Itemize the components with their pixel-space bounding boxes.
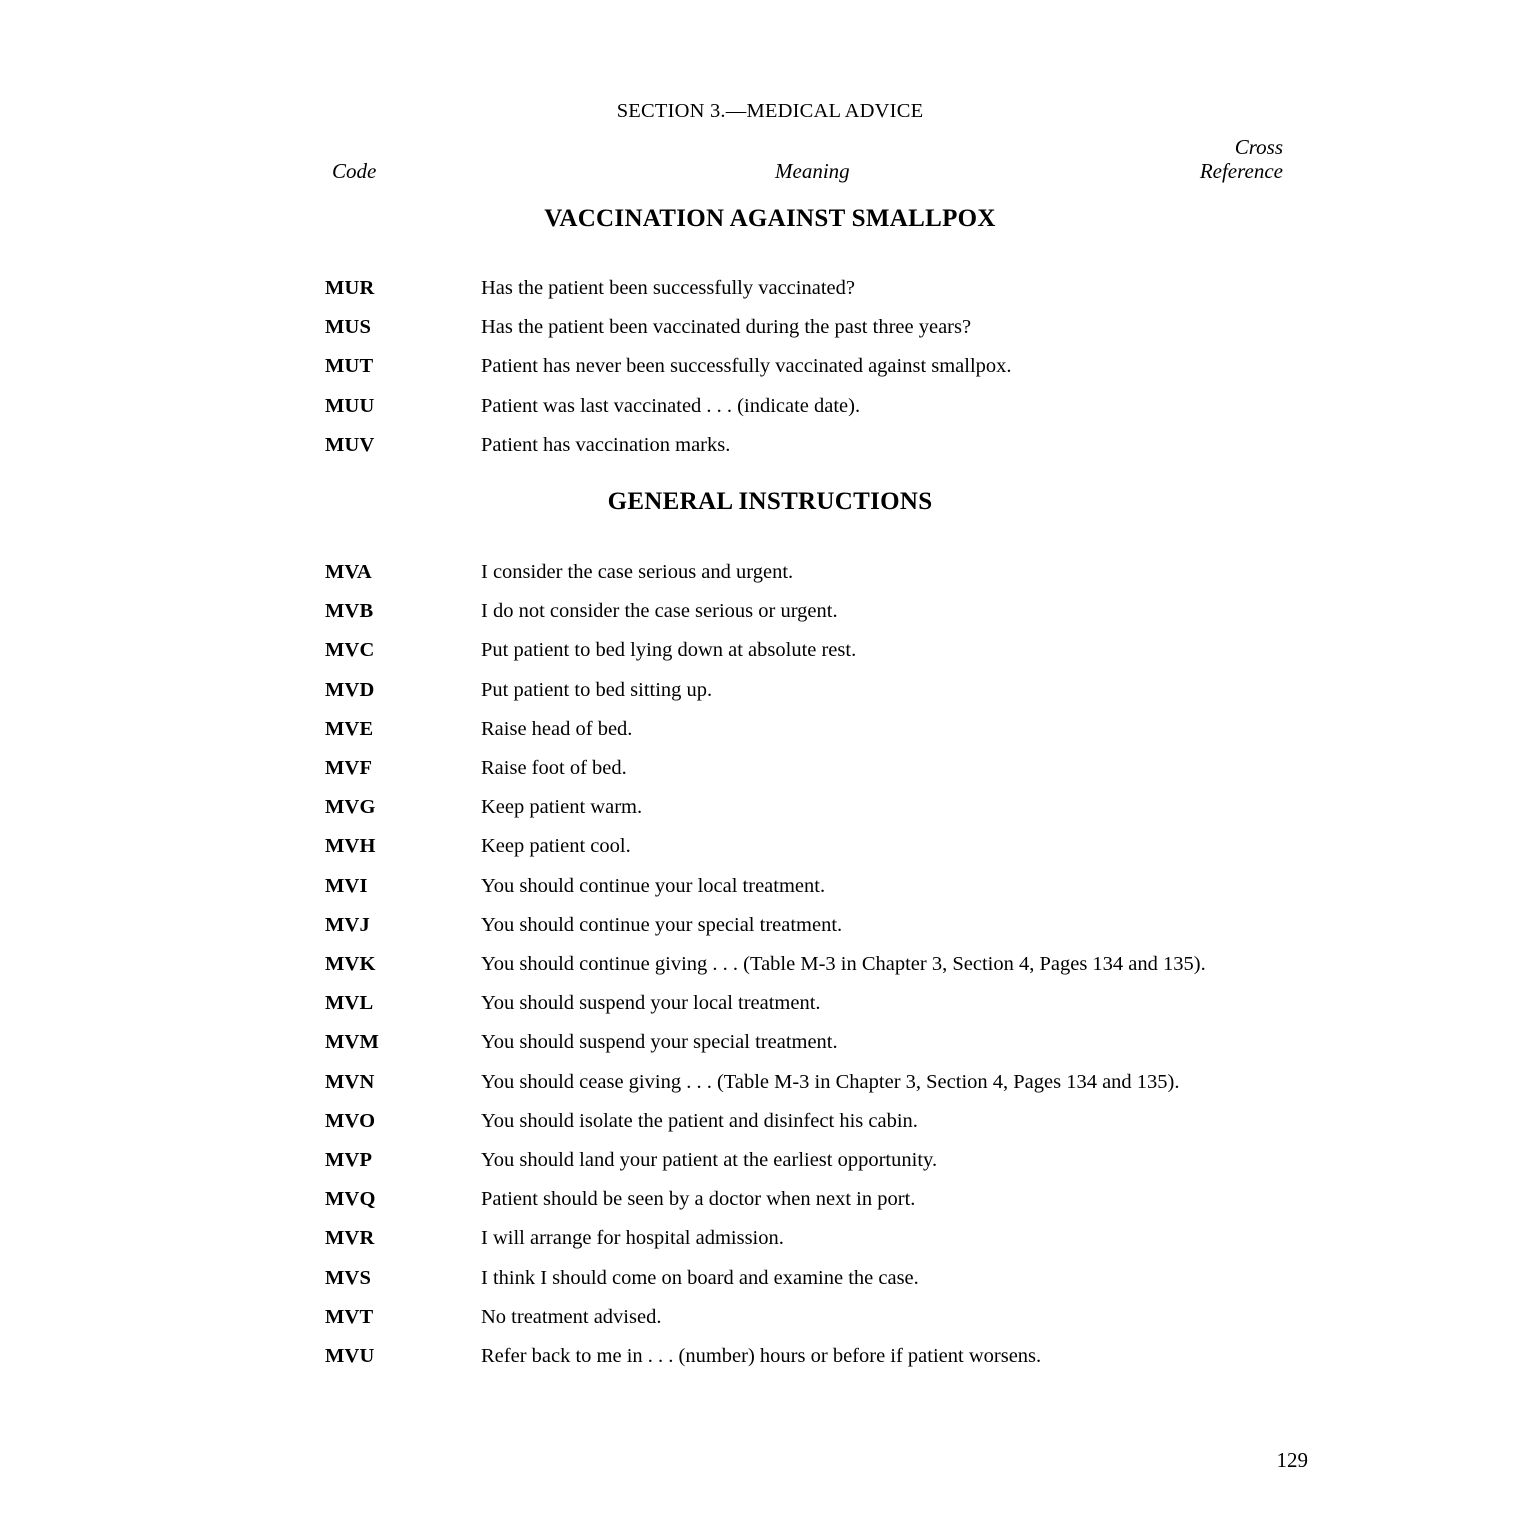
meaning-cell: You should continue your special treatment. <box>481 913 843 936</box>
code-row <box>325 1345 1480 1371</box>
meaning-cell: Keep patient warm. <box>481 796 643 819</box>
meaning-cell: Refer back to me in . . . (number) hours or before if patient worsens. <box>481 1345 1042 1367</box>
code-row <box>325 355 1480 381</box>
code-row <box>325 875 1480 901</box>
code-cell: MVP <box>325 1149 373 1171</box>
code-cell: MVE <box>325 717 374 740</box>
group-title: GENERAL INSTRUCTIONS <box>607 488 933 515</box>
code-cell: MVK <box>325 953 376 975</box>
code-cell: MVB <box>325 600 374 623</box>
code-row <box>325 718 1480 744</box>
code-cell: MUS <box>325 316 372 339</box>
code-row <box>325 679 1480 705</box>
code-cell: MUT <box>325 355 374 378</box>
code-row <box>325 277 1480 303</box>
meaning-cell: You should continue your local treatment. <box>481 874 826 897</box>
code-cell: MUU <box>325 394 375 417</box>
meaning-cell: Raise head of bed. <box>481 717 633 740</box>
code-cell: MVL <box>325 992 374 1015</box>
code-row <box>325 1227 1480 1253</box>
meaning-cell: I consider the case serious and urgent. <box>481 561 794 583</box>
code-cell: MVI <box>325 874 368 897</box>
code-row <box>325 953 1480 979</box>
code-cell: MVF <box>325 757 373 779</box>
code-row <box>325 1267 1480 1293</box>
code-cell: MVD <box>325 678 375 701</box>
meaning-cell: Put patient to bed sitting up. <box>481 678 713 701</box>
page-number: 129 <box>1276 1448 1308 1472</box>
meaning-cell: You should suspend your special treatment. <box>481 1031 838 1054</box>
code-row <box>325 561 1480 587</box>
code-row <box>325 434 1480 460</box>
running-head: SECTION 3.—MEDICAL ADVICE <box>616 100 924 122</box>
meaning-cell: Patient has vaccination marks. <box>481 433 731 456</box>
code-row <box>325 1031 1480 1057</box>
meaning-cell: Patient should be seen by a doctor when next in port. <box>481 1188 916 1211</box>
code-row <box>325 395 1480 421</box>
code-cell: MVN <box>325 1070 375 1093</box>
column-header-cross-reference <box>1150 135 1283 183</box>
code-cell: MVH <box>325 835 376 858</box>
code-row <box>325 639 1480 665</box>
code-row <box>325 1071 1480 1097</box>
column-header-cross-reference-line2: Reference <box>1199 159 1283 183</box>
code-cell: MVO <box>325 1109 376 1132</box>
code-row <box>325 914 1480 940</box>
code-cell: MVG <box>325 796 376 819</box>
meaning-cell: I think I should come on board and examine the case. <box>481 1266 919 1289</box>
meaning-cell: Has the patient been successfully vaccinated? <box>481 277 855 299</box>
code-row <box>325 1110 1480 1136</box>
meaning-cell: Patient was last vaccinated . . . (indicate date). <box>481 394 861 417</box>
code-cell: MVR <box>325 1227 375 1250</box>
code-cell: MVS <box>325 1266 372 1289</box>
meaning-cell: You should land your patient at the earliest opportunity. <box>481 1149 938 1171</box>
meaning-cell: You should cease giving . . . (Table M-3 in Chapter 3, Section 4, Pages 134 and 135). <box>481 1070 1180 1093</box>
code-row <box>325 992 1480 1018</box>
code-row <box>325 1149 1480 1175</box>
code-cell: MVQ <box>325 1188 376 1211</box>
meaning-cell: You should continue giving . . . (Table M-3 in Chapter 3, Section 4, Pages 134 and 135). <box>481 953 1206 975</box>
code-row <box>325 757 1480 783</box>
code-cell: MVJ <box>325 913 371 936</box>
meaning-cell: You should suspend your local treatment. <box>481 992 821 1015</box>
code-cell: MVA <box>325 561 372 583</box>
meaning-cell: Put patient to bed lying down at absolute rest. <box>481 639 857 662</box>
meaning-cell: Raise foot of bed. <box>481 757 627 779</box>
column-header-cross-reference-line1: Cross <box>1234 135 1283 159</box>
code-cell: MVU <box>325 1345 375 1367</box>
meaning-cell: Patient has never been successfully vaccinated against smallpox. <box>481 355 1012 378</box>
code-row <box>325 835 1480 861</box>
code-row <box>325 1188 1480 1214</box>
code-row <box>325 600 1480 626</box>
column-header-meaning: Meaning <box>775 159 850 183</box>
meaning-cell: You should isolate the patient and disinfect his cabin. <box>481 1109 918 1132</box>
code-cell: MVT <box>325 1305 374 1328</box>
code-row <box>325 1306 1480 1332</box>
meaning-cell: I will arrange for hospital admission. <box>481 1227 784 1250</box>
code-cell: MUR <box>325 277 375 299</box>
column-header-code: Code <box>332 159 377 183</box>
meaning-cell: I do not consider the case serious or urgent. <box>481 600 838 623</box>
meaning-cell: Keep patient cool. <box>481 835 631 858</box>
meaning-cell: Has the patient been vaccinated during the past three years? <box>481 316 972 339</box>
group-title: VACCINATION AGAINST SMALLPOX <box>544 205 996 232</box>
meaning-cell: No treatment advised. <box>481 1305 662 1328</box>
code-cell: MVC <box>325 639 375 662</box>
code-row <box>325 316 1480 342</box>
code-row <box>325 796 1480 822</box>
code-cell: MUV <box>325 433 375 456</box>
code-cell: MVM <box>325 1031 380 1054</box>
